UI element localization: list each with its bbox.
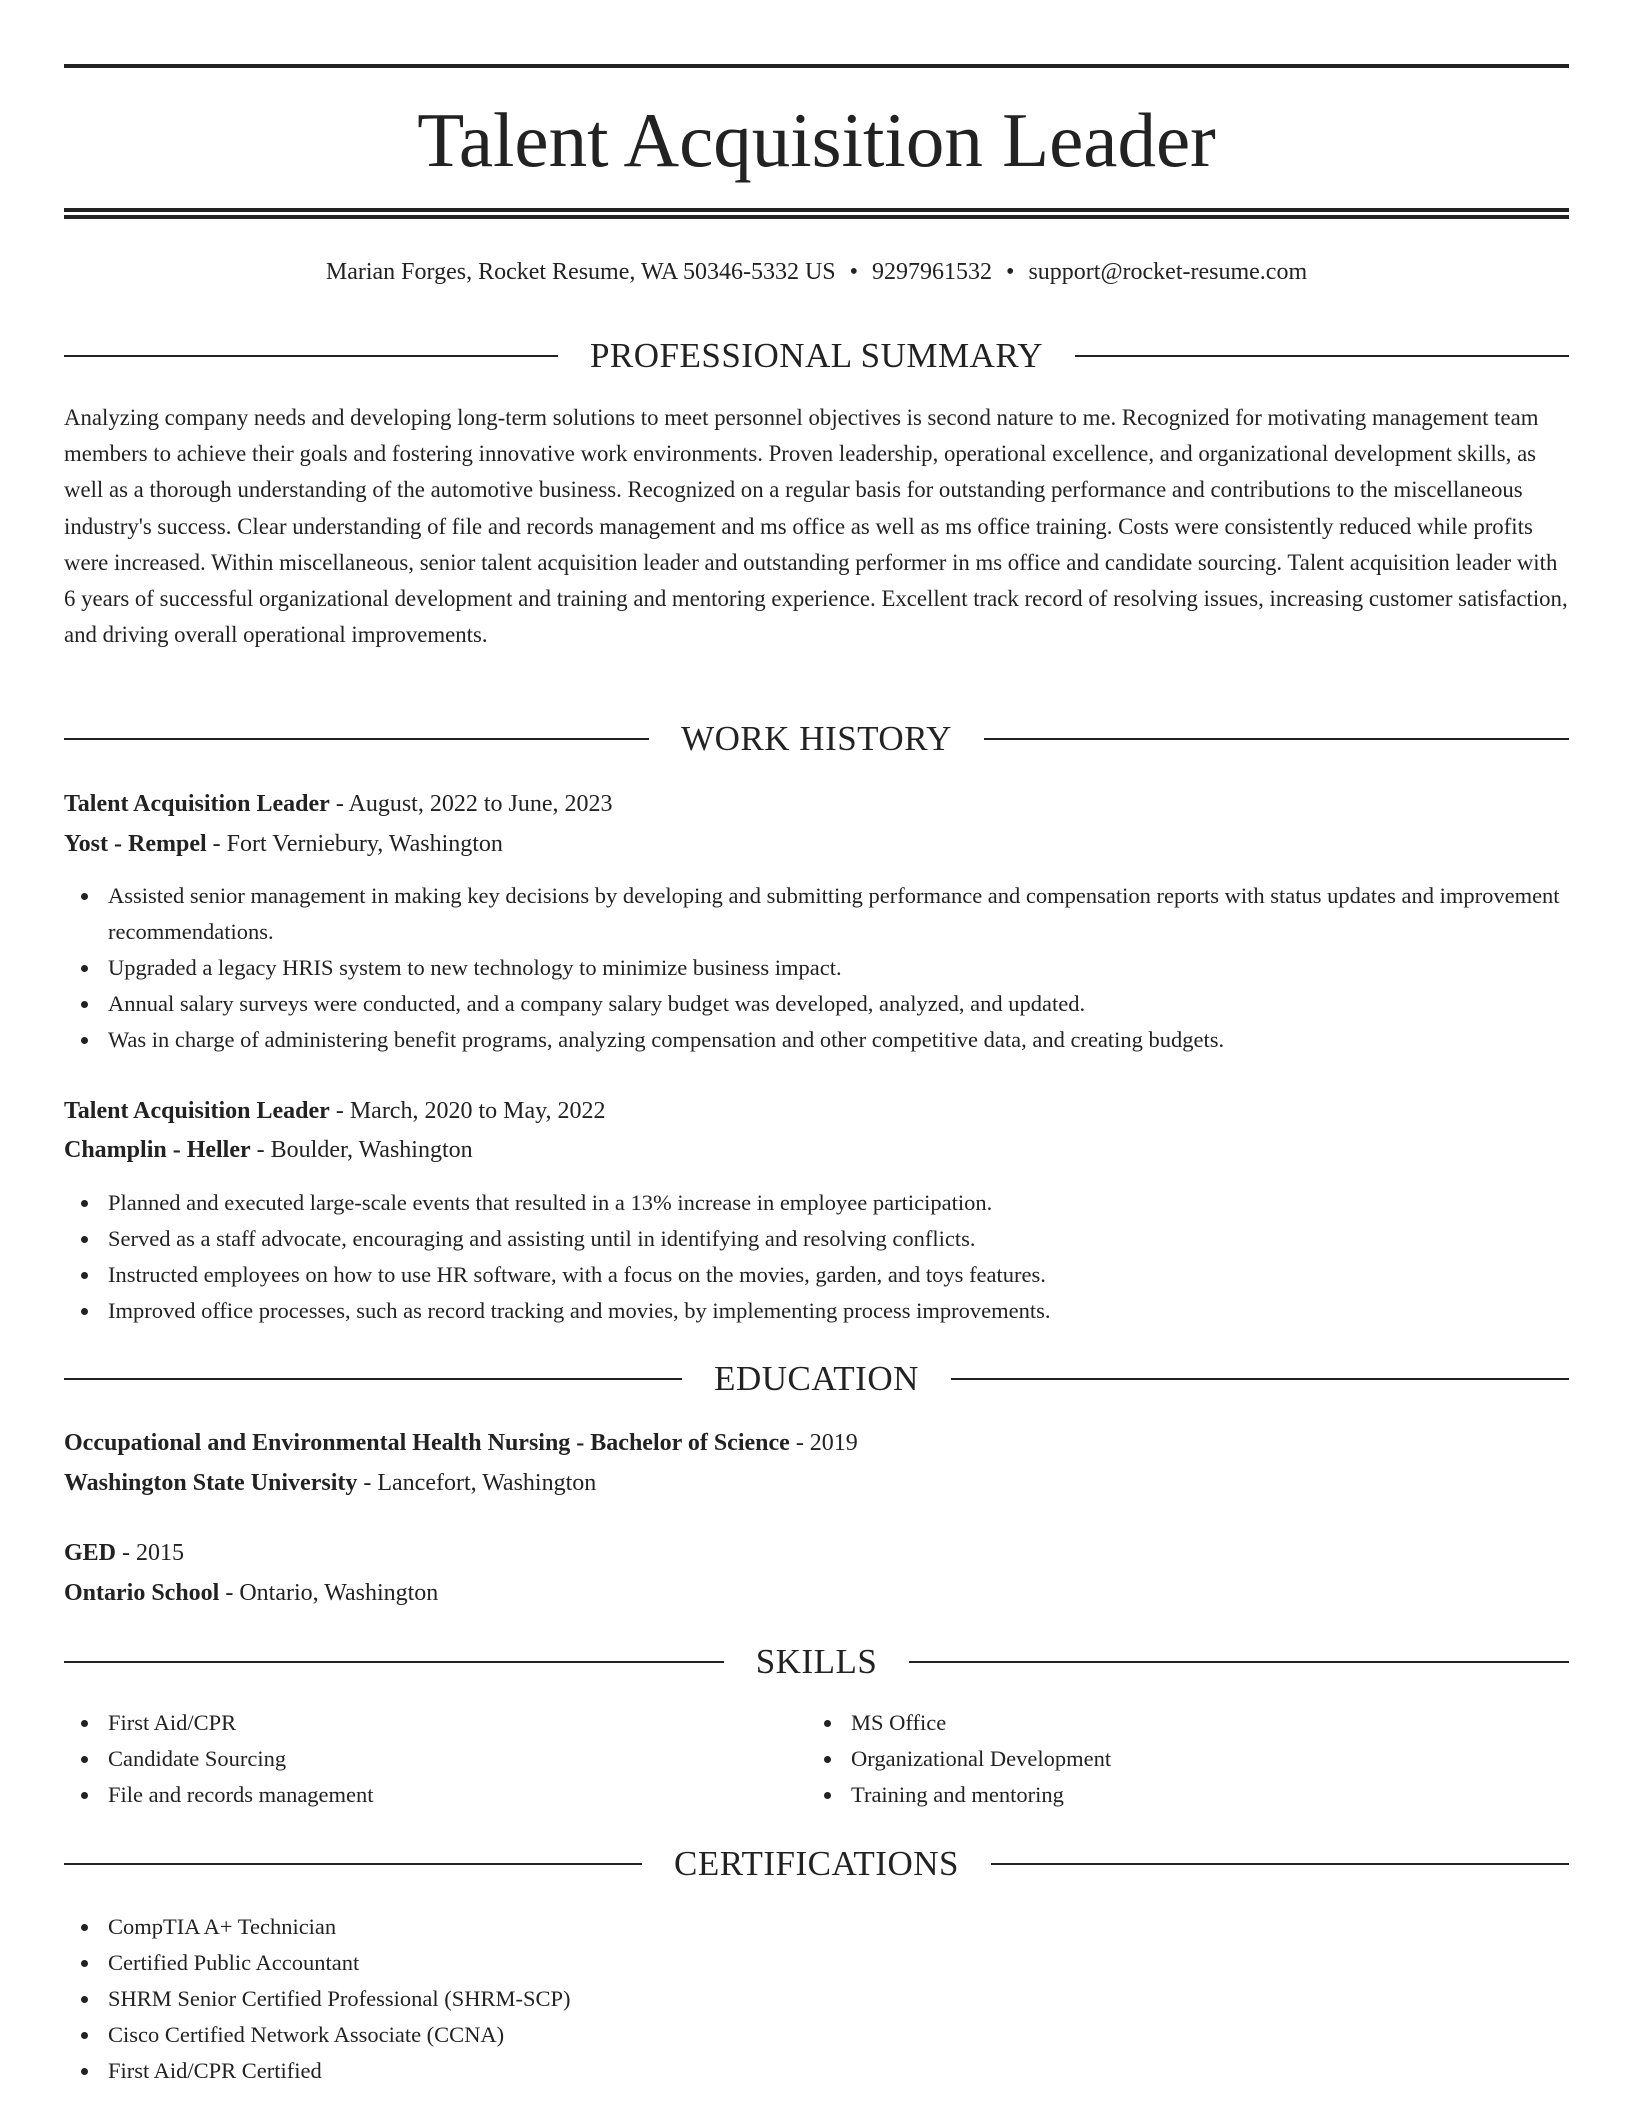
section-heading-certifications (64, 1840, 1569, 1888)
summary-paragraph: Analyzing company needs and developing long-term solutions to meet personnel objectives is second nature to me. Recognized for motivating management team members to achieve their goals and fostering innovative work environments. Proven leadership, operational excellence, and organizational development skills, as well as a thorough understanding of the automotive business. Recognized on a regular basis for outstanding performance and contributions to the miscellaneous industry's success. Clear understanding of file and records management and ms office as well as ms office training. Costs were consistently reduced while profits were increased. Within miscellaneous, senior talent acquisition leader and outstanding performer in ms office and candidate sourcing. Talent acquisition leader with 6 years of successful organizational development and training and mentoring experience. Excellent track record of resolving issues, increasing customer satisfaction, and driving overall operational improvements. (64, 405, 1568, 648)
section-title: EDUCATION (714, 1359, 919, 1398)
section-heading-skills (64, 1638, 1569, 1686)
contact-line (64, 252, 1569, 292)
heading-rule (64, 355, 558, 357)
heading-rule (64, 1378, 682, 1380)
list-item: Instructed employees on how to use HR software, with a focus on the movies, garden, and toys features. (108, 1257, 1569, 1293)
job-dates: - March, 2020 to May, 2022 (329, 1098, 606, 1124)
header-double-rule-lower (64, 215, 1569, 219)
education-location: - Lancefort, Washington (357, 1470, 597, 1496)
contact-phone: 9297961532 (872, 259, 993, 285)
job-company: Yost - Rempel (64, 831, 207, 857)
education-degree-line (64, 1423, 858, 1463)
job-location: - Boulder, Washington (250, 1137, 473, 1163)
heading-rule (64, 1661, 724, 1663)
list-item: File and records management (108, 1777, 1569, 1813)
list-item: Improved office processes, such as record tracking and movies, by implementing process improvements. (108, 1293, 1569, 1329)
section-title: CERTIFICATIONS (674, 1844, 959, 1883)
contact-email: support@rocket-resume.com (1028, 259, 1308, 285)
section-heading-summary (64, 332, 1569, 380)
job-company: Champlin - Heller (64, 1137, 251, 1163)
section-heading-education (64, 1355, 1569, 1403)
section-title: SKILLS (755, 1642, 878, 1681)
heading-rule (64, 1863, 642, 1865)
contact-address: Marian Forges, Rocket Resume, WA 50346-5332 US (325, 259, 836, 285)
job-dates: - August, 2022 to June, 2023 (329, 791, 613, 817)
education-year: - 2015 (116, 1540, 185, 1566)
job-title: Talent Acquisition Leader (64, 791, 330, 817)
heading-rule (991, 1863, 1569, 1865)
list-item: First Aid/CPR (108, 1705, 1569, 1741)
education-location: - Ontario, Washington (219, 1580, 439, 1606)
education-school: Ontario School (64, 1580, 220, 1606)
list-item: SHRM Senior Certified Professional (SHRM-SCP) (108, 1981, 1569, 2017)
section-heading-work (64, 715, 1569, 763)
heading-rule (951, 1378, 1569, 1380)
resume-title: Talent Acquisition Leader (417, 97, 1216, 183)
list-item: Cisco Certified Network Associate (CCNA) (108, 2017, 1569, 2053)
education-degree: GED (64, 1540, 117, 1566)
education-degree: Occupational and Environmental Health Nursing - Bachelor of Science (64, 1430, 790, 1456)
bullet-separator: • (849, 259, 859, 285)
education-school-line (64, 1463, 596, 1503)
education-school: Washington State University (64, 1470, 358, 1496)
certifications-list (64, 1909, 1569, 2089)
job-title-line (64, 784, 613, 824)
list-item: Organizational Development (851, 1741, 1632, 1777)
header-top-rule (64, 64, 1569, 68)
job-company-line (64, 1130, 473, 1170)
list-item: Was in charge of administering benefit programs, analyzing compensation and other competitive data, and creating budgets. (108, 1022, 1569, 1058)
list-item: Annual salary surveys were conducted, and a company salary budget was developed, analyzed, and updated. (108, 986, 1569, 1022)
education-year: - 2019 (789, 1430, 858, 1456)
list-item: Planned and executed large-scale events that resulted in a 13% increase in employee participation. (108, 1185, 1569, 1221)
list-item: Candidate Sourcing (108, 1741, 1569, 1777)
skills-list-right (807, 1705, 1632, 1813)
job-location: - Fort Verniebury, Washington (206, 831, 503, 857)
section-title: WORK HISTORY (681, 719, 952, 758)
list-item: Upgraded a legacy HRIS system to new technology to minimize business impact. (108, 950, 1569, 986)
education-degree-line (64, 1533, 184, 1573)
list-item: First Aid/CPR Certified (108, 2053, 1569, 2089)
heading-rule (909, 1661, 1569, 1663)
job-bullet-list (64, 878, 1569, 1058)
job-title-line (64, 1091, 606, 1131)
education-school-line (64, 1573, 438, 1613)
job-title: Talent Acquisition Leader (64, 1098, 330, 1124)
job-company-line (64, 824, 503, 864)
heading-rule (984, 738, 1569, 740)
heading-rule (64, 738, 649, 740)
header-double-rule-upper (64, 208, 1569, 212)
list-item: Training and mentoring (851, 1777, 1632, 1813)
list-item: Served as a staff advocate, encouraging and assisting until in identifying and resolving conflicts. (108, 1221, 1569, 1257)
list-item: Assisted senior management in making key decisions by developing and submitting performance and compensation reports with status updates and improvement recommendations. (108, 878, 1569, 950)
heading-rule (1075, 355, 1569, 357)
list-item: CompTIA A+ Technician (108, 1909, 1569, 1945)
job-bullet-list (64, 1185, 1569, 1329)
list-item: MS Office (851, 1705, 1632, 1741)
bullet-separator: • (1006, 259, 1015, 285)
section-title: PROFESSIONAL SUMMARY (589, 336, 1044, 375)
list-item: Certified Public Accountant (108, 1945, 1569, 1981)
